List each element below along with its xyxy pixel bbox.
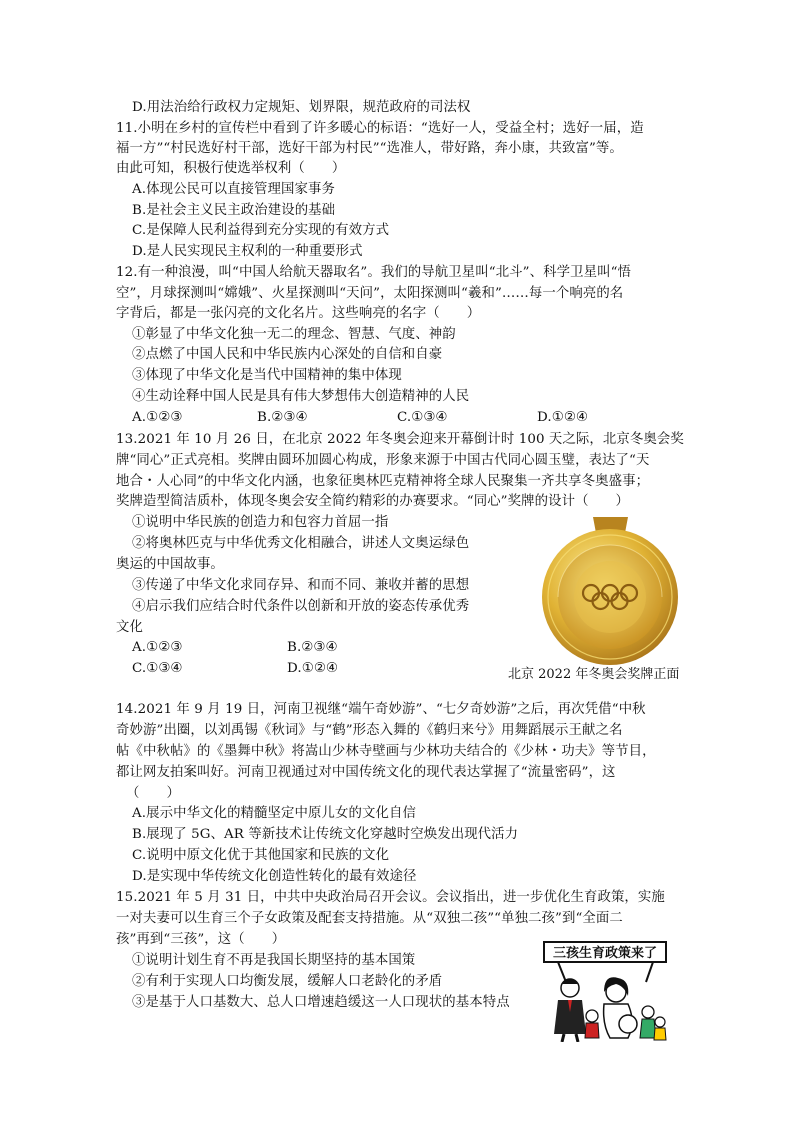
q12-choice-d: D.①②④ — [537, 410, 589, 425]
q14-option-b: B.展现了 5G、AR 等新技术让传统文化穿越时空焕发出现代活力 — [132, 827, 519, 842]
q15-stem-line-3: 孩”再到“三孩”，这（ ） — [116, 932, 286, 947]
q13-statement-3: ③传递了中华文化求同存异、和而不同、兼收并蓄的思想 — [132, 578, 470, 593]
q15-statement-3: ③是基于人口基数大、总人口增速趋缓这一人口现状的基本特点 — [132, 995, 510, 1010]
q13-statement-4: ④启示我们应结合时代条件以创新和开放的姿态传承优秀 — [132, 599, 470, 614]
three-child-policy-cartoon — [538, 934, 672, 1042]
q13-choice-b: B.②③④ — [287, 640, 338, 655]
medal-image-caption: 北京 2022 年冬奥会奖牌正面 — [508, 667, 680, 682]
q12-choice-b: B.②③④ — [257, 410, 308, 425]
q14-stem-line-3: 帖《中秋帖》的《墨舞中秋》将嵩山少林寺壁画与少林功夫结合的《少林・功夫》等节目， — [116, 744, 656, 759]
q13-stem-line-1: 13.2021 年 10 月 26 日，在北京 2022 年冬奥会迎来开幕倒计时 100 天之际，北京冬奥会奖 — [116, 432, 684, 447]
q13-stem-line-4: 奖牌造型简洁质朴，体现冬奥会安全简约精彩的办赛要求。“同心”奖牌的设计（ ） — [116, 494, 630, 509]
q11-option-d: D.是人民实现民主权利的一种重要形式 — [132, 244, 363, 259]
q11-stem-line-1: 11.小明在乡村的宣传栏中看到了许多暖心的标语：“选好一人，受益全村；选好一届，造 — [116, 121, 644, 136]
q12-stem-line-3: 字背后，都是一张闪亮的文化名片。这些响亮的名字（ ） — [116, 306, 481, 321]
q14-stem-line-4: 都让网友拍案叫好。河南卫视通过对中国传统文化的现代表达掌握了“流量密码”，这 — [116, 765, 616, 780]
q15-stem-line-2: 一对夫妻可以生育三个子女政策及配套支持措施。从“双独二孩”“单独二孩”到“全面二 — [116, 911, 623, 926]
q11-option-b: B.是社会主义民主政治建设的基础 — [132, 203, 336, 218]
q12-choice-c: C.①③④ — [397, 410, 448, 425]
q13-statement-4-cont: 文化 — [116, 620, 143, 635]
q13-statement-2: ②将奥林匹克与中华优秀文化相融合，讲述人文奥运绿色 — [132, 536, 470, 551]
q14-option-a: A.展示中华文化的精髓坚定中原儿女的文化自信 — [132, 806, 416, 821]
q12-statement-3: ③体现了中华文化是当代中国精神的集中体现 — [132, 368, 402, 383]
q14-stem-line-2: 奇妙游”出圈，以刘禹锡《秋词》与“鹤”形态入舞的《鹤归来兮》用舞蹈展示王献之名 — [116, 723, 623, 738]
cartoon-banner-text: 三孩生育政策来了 — [552, 946, 658, 961]
q11-stem-line-2: 福一方”“村民选好村干部，选好干部为村民”“选准人，带好路，奔小康，共致富”等。 — [116, 141, 623, 156]
q12-statement-2: ②点燃了中国人民和中华民族内心深处的自信和自豪 — [132, 347, 443, 362]
q12-statement-4: ④生动诠释中国人民是具有伟大梦想伟大创造精神的人民 — [132, 389, 470, 404]
q11-stem-line-3: 由此可知，积极行使选举权利（ ） — [116, 161, 346, 176]
q13-choice-c: C.①③④ — [132, 661, 183, 676]
q11-option-c: C.是保障人民利益得到充分实现的有效方式 — [132, 223, 390, 238]
q15-statement-2: ②有利于实现人口均衡发展，缓解人口老龄化的矛盾 — [132, 974, 443, 989]
q13-stem-line-3: 地合・人心同”的中华文化内涵，也象征奥林匹克精神将全球人民聚集一齐共享冬奥盛事； — [116, 474, 650, 489]
q13-choice-a: A.①②③ — [132, 640, 183, 655]
q12-choice-a: A.①②③ — [132, 410, 183, 425]
q10-option-d: D.用法治给行政权力定规矩、划界限，规范政府的司法权 — [132, 100, 471, 115]
q12-stem-line-2: 空”，月球探测叫“嫦娥”、火星探测叫“天问”，太阳探测叫“羲和”……每一个响亮的名 — [116, 286, 624, 301]
winter-olympics-medal-image — [533, 517, 688, 667]
q13-choice-d: D.①②④ — [287, 661, 339, 676]
q12-stem-line-1: 12.有一种浪漫，叫“中国人给航天器取名”。我们的导航卫星叫“北斗”、科学卫星叫“悟 — [116, 265, 632, 280]
q12-statement-1: ①彰显了中华文化独一无二的理念、智慧、气度、神韵 — [132, 327, 456, 342]
q15-stem-line-1: 15.2021 年 5 月 31 日，中共中央政治局召开会议。会议指出，进一步优化生育政策，实施 — [116, 890, 665, 905]
q13-statement-2-cont: 奥运的中国故事。 — [116, 557, 224, 572]
q14-stem-line-1: 14.2021 年 9 月 19 日，河南卫视继“端午奇妙游”、“七夕奇妙游”之后，再次凭借“中秋 — [116, 702, 646, 717]
q13-stem-line-2: 牌“同心”正式亮相。奖牌由圆环加圆心构成，形象来源于中国古代同心圆玉璧，表达了“天 — [116, 453, 650, 468]
q13-statement-1: ①说明中华民族的创造力和包容力首屈一指 — [132, 515, 389, 530]
q14-stem-line-5: （ ） — [126, 786, 180, 801]
q14-option-c: C.说明中原文化优于其他国家和民族的文化 — [132, 848, 390, 863]
q11-option-a: A.体现公民可以直接管理国家事务 — [132, 182, 335, 197]
q14-option-d: D.是实现中华传统文化创造性转化的最有效途径 — [132, 869, 417, 884]
q15-statement-1: ①说明计划生育不再是我国长期坚持的基本国策 — [132, 953, 416, 968]
